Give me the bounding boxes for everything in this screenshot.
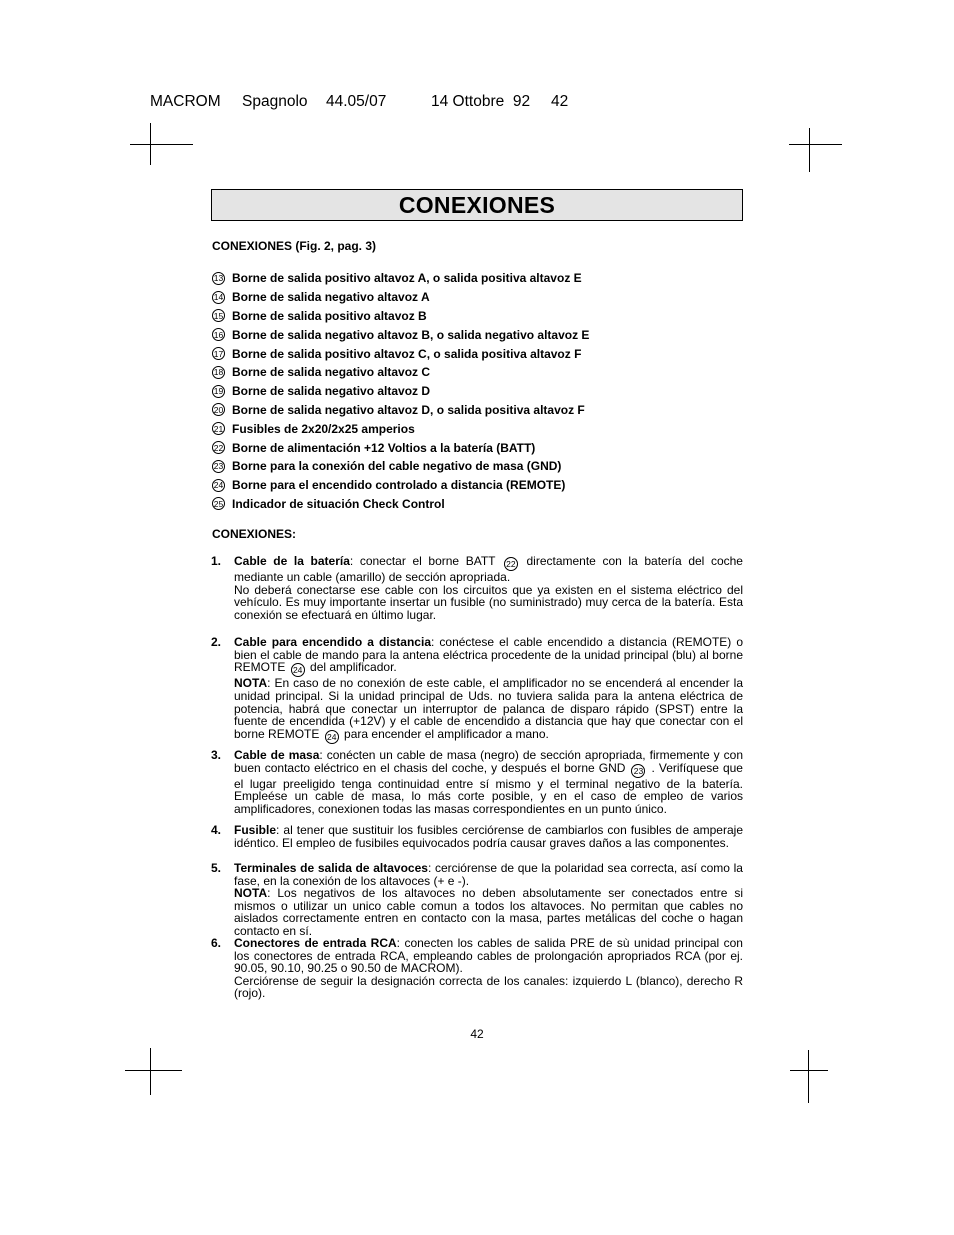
title-box: [211, 189, 743, 221]
step-body: : conecten los cables de salida PRE de sù unidad principal con los conectores de entrada RCA, empleando cables de prolongación apropriados RCA (por ej. 90.05, 90.10, 90.25 o 90.50 de MACROM).: [234, 936, 743, 976]
circled-number: 24: [213, 480, 224, 491]
circled-number: 16: [213, 329, 224, 340]
step-paragraph: No deberá conectarse ese cable con los circuitos que ya existen en el sistema eléctrico del vehículo. Es muy importante insertar un fusible (no suministrado) muy cerca de la batería. Esta conexión se efectuará en último lugar.: [234, 582, 743, 623]
step-body: : conécten un cable de masa (negro) de sección apropriada, firmemente y con buen contacto eléctrico en el chasis del coche, y después el borne GND: [234, 748, 743, 775]
legend-list: [212, 269, 589, 513]
step-number: 1.: [211, 554, 222, 568]
circled-number: 15: [213, 310, 224, 321]
step-speaker-terminals: [211, 862, 743, 937]
step-body: directamente con la batería del coche mediante un cable (amarillo) de sección apropriada.: [234, 554, 743, 585]
legend-item: [212, 457, 589, 476]
step-body: : conectar el borne BATT: [349, 554, 496, 568]
step-ground-cable: [211, 749, 743, 824]
slug-code: 44.05/07: [326, 93, 387, 110]
step-body: para encender el amplificador a mano.: [340, 726, 549, 741]
legend-item: [212, 401, 589, 420]
circled-number: 14: [213, 292, 224, 303]
legend-text: Borne de salida negativo altavoz D: [232, 384, 431, 399]
circled-ref: 23: [631, 764, 645, 778]
legend-text: Borne para el encendido controlado a distancia (REMOTE): [232, 478, 566, 493]
step-body: del amplificador.: [306, 660, 397, 675]
circled-number: 25: [213, 498, 224, 509]
step-title: Terminales de salida de altavoces: [234, 861, 428, 875]
legend-text: Borne de alimentación +12 Voltios a la batería (BATT): [232, 440, 536, 455]
step-title: Fusible: [234, 823, 277, 837]
legend-item: [212, 419, 589, 438]
step-text: [234, 937, 743, 975]
legend-item: [212, 307, 589, 326]
step-note: [234, 677, 743, 744]
step-fuse: [211, 824, 743, 862]
step-note: [234, 887, 743, 937]
circled-ref: 24: [291, 663, 305, 677]
legend-item: [212, 495, 589, 514]
legend-text: Borne de salida negativo altavoz A: [232, 290, 430, 305]
step-text: [234, 862, 743, 887]
step-body: : al tener que sustituir los fusibles cerciórense de cambiarlos con fusibles de amperaje idéntico. El empleo de fusibiles equivocados podría causar graves daños a las componentes.: [234, 823, 743, 850]
slug-page: 42: [551, 93, 569, 110]
legend-item: [212, 476, 589, 495]
step-title: Cable para encendido a distancia: [234, 635, 431, 649]
circled-number: 22: [213, 442, 224, 453]
step-rca-connectors: [211, 937, 743, 1000]
step-body: . Verifíquese que el lugar preeligido tenga continuidad entre sí mismo y el terminal negativo de la batería. Empleése un cable de masa, lo más corte posible, y en el caso de empleo de varios amplificadores, conexionen todas las masas correspondientes en un punto único.: [234, 760, 743, 817]
connections-heading: CONEXIONES:: [212, 527, 297, 541]
page-title: CONEXIONES: [398, 191, 556, 218]
legend-item: [212, 344, 589, 363]
legend-text: Indicador de situación Check Control: [232, 496, 445, 511]
page-number: 42: [470, 1027, 484, 1041]
legend-text: Borne de salida negativo altavoz B, o salida negativo altavoz E: [232, 327, 590, 342]
connection-steps: [211, 555, 743, 1000]
step-number: 4.: [211, 823, 222, 837]
step-body: : conéctese el cable encendido a distancia (REMOTE) o bien el cable de mando para la antena eléctrica procedente de la unidad principal (blu) al borne REMOTE: [234, 635, 744, 675]
circled-number: 20: [213, 404, 224, 415]
step-text: [234, 749, 743, 816]
step-body: : En caso de no conexión de este cable, el amplificador no se encenderá al encender la unidad principal. Si la unidad principal de Uds. no tuviera salida para la antena eléctrica de potencia, habrá que conectar un interruptor de palanca de disparo rápido (SPST) entre la fuente de encendida (+12V) y el cable de encendido a distancia que hay que conectar con el borne REMOTE: [234, 676, 743, 741]
legend-text: Borne de salida negativo altavoz C: [232, 365, 431, 380]
step-text: [234, 555, 743, 584]
legend-item: [212, 382, 589, 401]
step-body: : Los negativos de los altavoces no deben absolutamente ser conectados entre si mismos o utilizar un unico cable comun a todos los altavoces. No permitan que cables no aislados correctamente entren en contacto con la masa, partes metálicas del coche o hagan contacto en sí.: [234, 886, 743, 938]
step-title: Cable de la batería: [234, 554, 350, 568]
step-remote-cable: [211, 636, 743, 749]
legend-text: Borne de salida positivo altavoz A, o salida positiva altavoz E: [232, 271, 582, 286]
step-title: Cable de masa: [234, 748, 320, 762]
slug-brand: MACROM: [150, 93, 221, 110]
step-text: [234, 636, 743, 677]
step-number: 2.: [211, 635, 222, 649]
print-slug: [150, 93, 569, 201]
step-body: : cerciórense de que la polaridad sea correcta, así como la fase, en la conexión de los altavoces (+ e -).: [234, 861, 743, 888]
slug-language: Spagnolo: [242, 93, 308, 110]
legend-item: [212, 438, 589, 457]
circled-ref: 22: [504, 557, 518, 571]
step-battery-cable: [211, 555, 743, 636]
circled-number: 21: [213, 423, 224, 434]
circled-ref: 24: [325, 730, 339, 744]
legend-heading: CONEXIONES (Fig. 2, pag. 3): [212, 239, 377, 253]
circled-number: 19: [213, 386, 224, 397]
step-number: 5.: [211, 861, 222, 875]
legend-text: Borne de salida negativo altavoz D, o salida positiva altavoz F: [232, 402, 585, 417]
legend-text: Fusibles de 2x20/2x25 amperios: [232, 421, 415, 436]
legend-item: [212, 288, 589, 307]
legend-item: [212, 269, 589, 288]
circled-number: 17: [213, 348, 224, 359]
step-title: Conectores de entrada RCA: [234, 936, 397, 950]
slug-date: 14 Ottobre 92: [431, 93, 531, 110]
legend-item: [212, 363, 589, 382]
step-number: 6.: [211, 936, 222, 950]
circled-number: 13: [213, 273, 224, 284]
step-text: [234, 824, 743, 849]
step-number: 3.: [211, 748, 222, 762]
circled-number: 18: [213, 367, 224, 378]
legend-text: Borne de salida positivo altavoz C, o salida positiva altavoz F: [232, 346, 582, 361]
step-paragraph: Cerciórense de seguir la designación correcta de los canales: izquierdo L (blanco), derecho R (rojo).: [234, 973, 743, 1001]
note-label: NOTA: [234, 886, 268, 901]
legend-text: Borne de salida positivo altavoz B: [232, 308, 427, 323]
legend-text: Borne para la conexión del cable negativo de masa (GND): [232, 459, 562, 474]
legend-item: [212, 325, 589, 344]
note-label: NOTA: [234, 676, 268, 691]
circled-number: 23: [213, 461, 224, 472]
